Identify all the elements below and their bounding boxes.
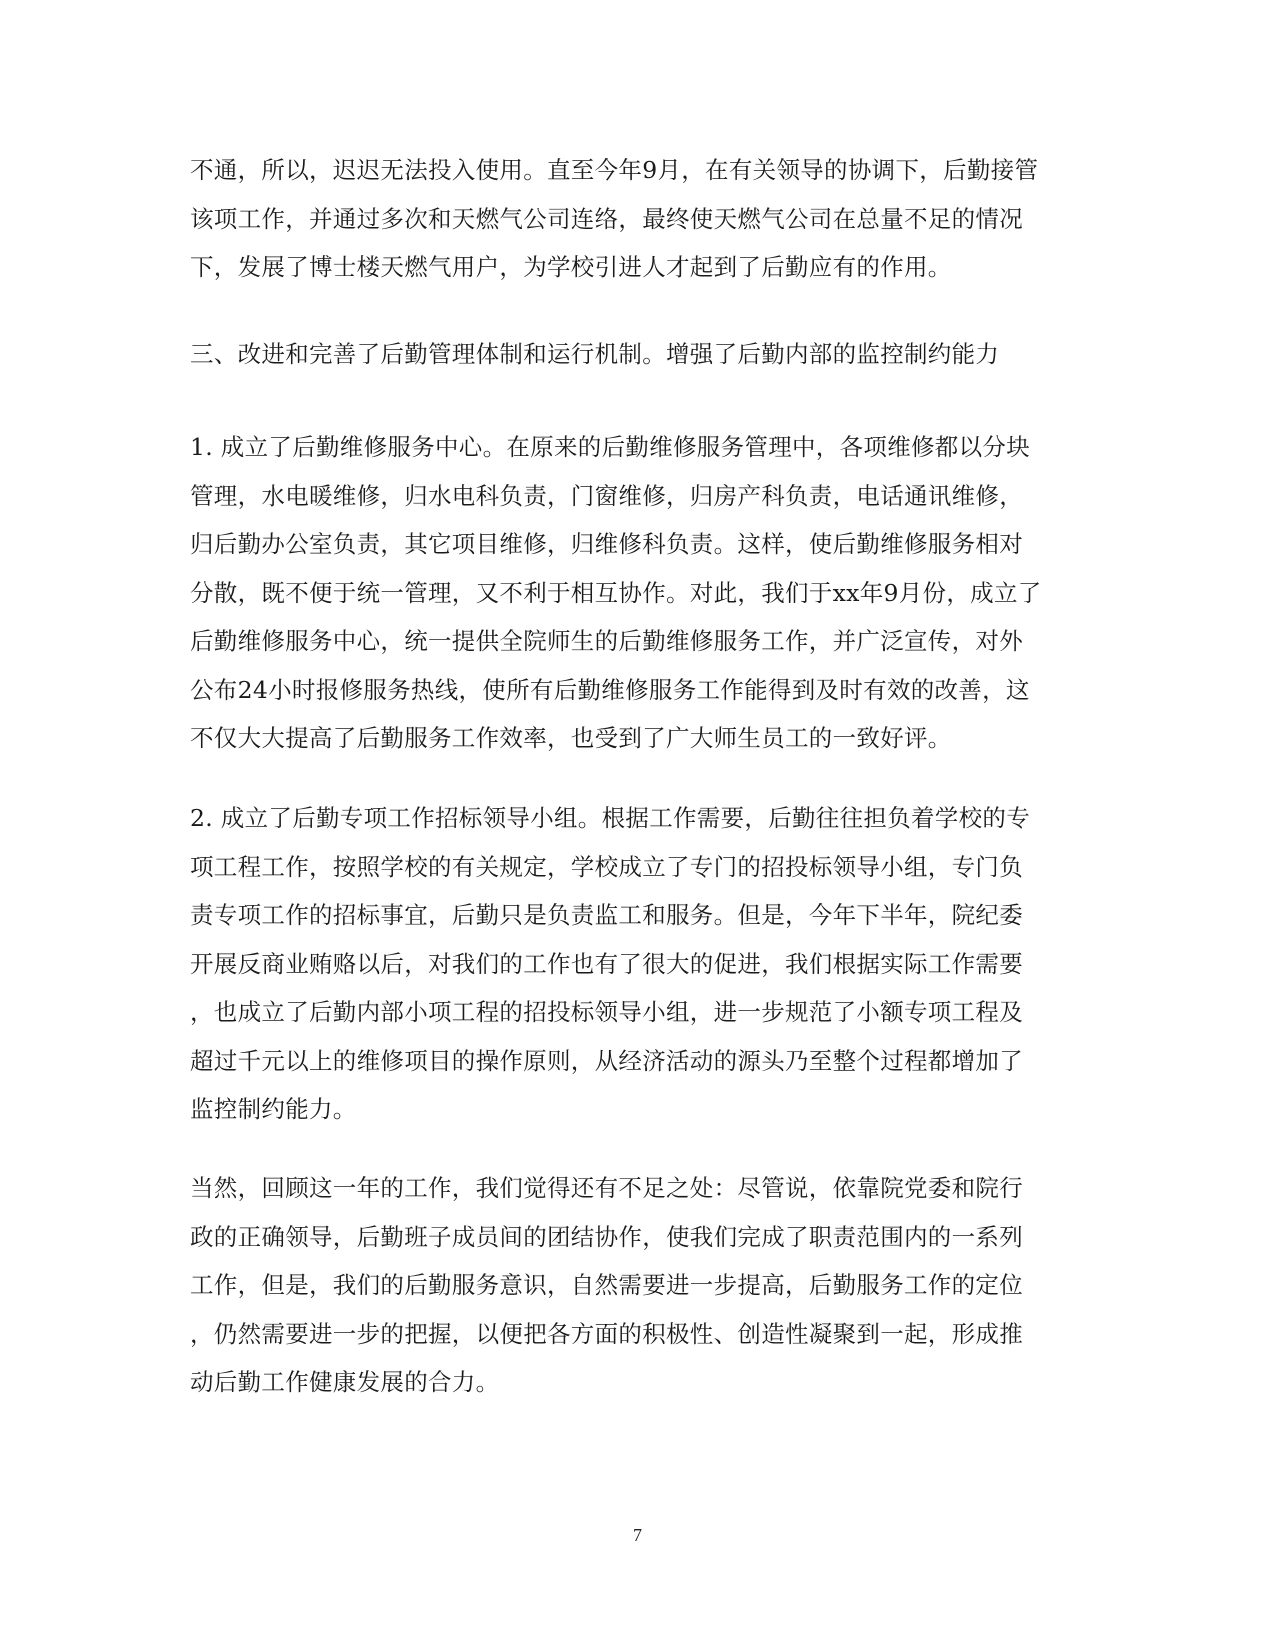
heading-line: 三、改进和完善了后勤管理体制和运行机制。增强了后勤内部的监控制约能力 (190, 340, 1000, 368)
paragraph-1 (190, 146, 1090, 292)
text-line: 公布24小时报修服务热线，使所有后勤维修服务工作能得到及时有效的改善，这 (190, 675, 1030, 704)
text-line: 超过千元以上的维修项目的操作原则，从经济活动的源头乃至整个过程都增加了 (190, 1046, 1023, 1075)
text-line: 政的正确领导，后勤班子成员间的团结协作，使我们完成了职责范围内的一系列 (190, 1222, 1023, 1251)
section-heading (190, 330, 1090, 379)
text-line: 当然，回顾这一年的工作，我们觉得还有不足之处：尽管说，依靠院党委和院行 (190, 1174, 1023, 1202)
text-line: 开展反商业贿赂以后，对我们的工作也有了很大的促进，我们根据实际工作需要 (190, 949, 1023, 978)
text-line: 动后勤工作健康发展的合力。 (190, 1368, 500, 1396)
text-line: 1. 成立了后勤维修服务中心。在原来的后勤维修服务管理中，各项维修都以分块 (190, 433, 1030, 461)
text-line: 下，发展了博士楼天燃气用户，为学校引进人才起到了后勤应有的作用。 (190, 253, 952, 281)
text-line: 后勤维修服务中心，统一提供全院师生的后勤维修服务工作，并广泛宣传，对外 (190, 627, 1023, 655)
text-line: 该项工作，并通过多次和天燃气公司连络，最终使天燃气公司在总量不足的情况 (190, 204, 1023, 233)
text-line: 分散，既不便于统一管理，又不利于相互协作。对此，我们于xx年9月份，成立了 (190, 578, 1042, 607)
text-line: 责专项工作的招标事宜，后勤只是负责监工和服务。但是，今年下半年，院纪委 (190, 901, 1023, 929)
text-line: 不通，所以，迟迟无法投入使用。直至今年9月，在有关领导的协调下，后勤接管 (190, 156, 1039, 184)
text-line: 监控制约能力。 (190, 1095, 357, 1123)
text-line: 2. 成立了后勤专项工作招标领导小组。根据工作需要，后勤往往担负着学校的专 (190, 804, 1030, 832)
text-line: 不仅大大提高了后勤服务工作效率，也受到了广大师生员工的一致好评。 (190, 724, 952, 752)
text-line: 工作，但是，我们的后勤服务意识，自然需要进一步提高，后勤服务工作的定位 (190, 1271, 1023, 1299)
paragraph-conclusion (190, 1164, 1090, 1407)
page-number: 7 (633, 1525, 642, 1545)
text-line: 归后勤办公室负责，其它项目维修，归维修科负责。这样，使后勤维修服务相对 (190, 530, 1023, 558)
text-line: 管理，水电暖维修，归水电科负责，门窗维修，归房产科负责，电话通讯维修， (190, 481, 1023, 510)
text-line: 项工程工作，按照学校的有关规定，学校成立了专门的招投标领导小组，专门负 (190, 852, 1023, 881)
paragraph-item-1 (190, 423, 1090, 763)
paragraph-item-2 (190, 794, 1090, 1134)
text-line: ，仍然需要进一步的把握，以便把各方面的积极性、创造性凝聚到一起，形成推 (190, 1319, 1023, 1348)
text-line: ，也成立了后勤内部小项工程的招投标领导小组，进一步规范了小额专项工程及 (190, 998, 1023, 1026)
